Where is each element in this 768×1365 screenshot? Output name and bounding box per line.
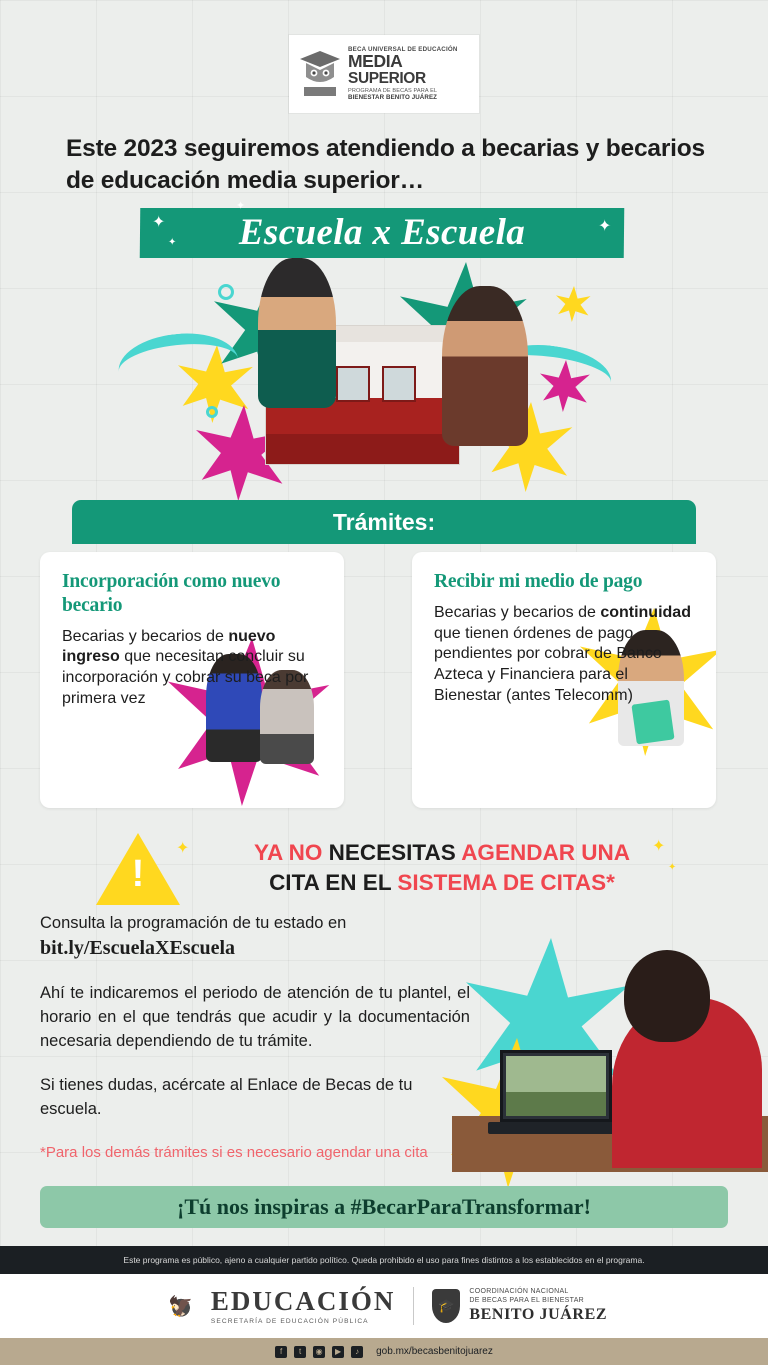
warning-line2-b: SISTEMA DE CITAS* <box>397 869 615 895</box>
instagram-icon[interactable]: ◉ <box>313 1346 325 1358</box>
sparkle-icon: ✦ <box>236 200 246 212</box>
twitter-icon[interactable]: t <box>294 1346 306 1358</box>
laptop-screen <box>500 1050 612 1122</box>
becas-benito-juarez-logo <box>432 1288 607 1325</box>
program-link[interactable]: bit.ly/EscuelaXEscuela <box>40 937 236 960</box>
card-body-post: que tienen órdenes de pago pendientes por cobrar de Banco Azteca y Financiera para el Bienestar (antes Telecomm) <box>434 624 662 704</box>
footer-divider <box>413 1287 414 1325</box>
graduation-cap-icon <box>297 48 343 100</box>
circle-decoration <box>206 406 218 418</box>
logo-line-5: BIENESTAR BENITO JUÁREZ <box>348 93 438 101</box>
bb-line-2: DE BECAS PARA EL BIENESTAR <box>469 1296 585 1304</box>
headline: Este 2023 seguiremos atendiendo a becarias y becarios de educación media superior… <box>66 135 705 194</box>
hero-collage <box>0 250 768 495</box>
card-body-post: que necesitan concluir su incorporación y cobrar su beca por primera vez <box>62 648 309 707</box>
facebook-icon[interactable]: f <box>275 1346 287 1358</box>
government-footer <box>0 1274 768 1338</box>
legal-footer <box>0 1246 768 1274</box>
student-photo-boy <box>258 258 336 408</box>
sparkle-icon: ✦ <box>152 214 166 231</box>
educacion-title: EDUCACIÓN <box>210 1285 396 1316</box>
card-body-bold: nuevo ingreso <box>62 627 276 666</box>
tramites-header <box>72 500 696 544</box>
bb-line-1: COORDINACIÓN NACIONAL <box>469 1287 569 1295</box>
consulta-line: Consulta la programación de tu estado en <box>40 914 347 932</box>
star-icon <box>556 286 592 322</box>
sparkle-icon: ✦ <box>176 840 190 857</box>
card-incorporacion <box>40 552 344 808</box>
laptop-scene-photo <box>452 930 768 1190</box>
card-body-pre: Becarias y becarios de <box>434 603 601 621</box>
sparkle-icon: ✦ <box>668 862 677 873</box>
student-photo-girl <box>442 286 528 446</box>
youtube-icon[interactable]: ▶ <box>332 1346 344 1358</box>
circle-decoration <box>218 284 234 300</box>
banner-title: Escuela x Escuela <box>238 211 526 253</box>
tiktok-icon[interactable]: ♪ <box>351 1346 363 1358</box>
sparkle-icon: ✦ <box>168 237 177 248</box>
warning-line1-b: NECESITAS <box>328 840 462 865</box>
social-bar <box>0 1338 768 1365</box>
warning-line1-c: AGENDAR UNA <box>461 840 630 865</box>
mexico-eagle-icon: 🦅 <box>161 1289 201 1323</box>
sparkle-icon: ✦ <box>598 218 612 235</box>
program-logo-badge <box>289 35 479 113</box>
logo-line-2: MEDIA <box>348 51 403 72</box>
warning-line1-a: YA NO <box>254 840 329 865</box>
warning-exclamation: ! <box>131 853 145 895</box>
tramites-header-label: Trámites: <box>332 508 436 535</box>
warning-line2-a: CITA EN EL <box>269 869 398 895</box>
social-url[interactable]: gob.mx/becasbenitojuarez <box>376 1346 493 1357</box>
card-medio-de-pago <box>412 552 716 808</box>
bb-title: BENITO JUÁREZ <box>469 1306 608 1324</box>
person-head <box>624 950 710 1042</box>
sep-logo <box>161 1285 396 1325</box>
warning-text <box>182 838 702 897</box>
card-title: Incorporación como nuevo becario <box>62 571 281 616</box>
logo-line-3: SUPERIOR <box>348 70 426 88</box>
hashtag-banner <box>40 1186 728 1228</box>
card-title: Recibir mi medio de pago <box>434 571 643 592</box>
legal-text: Este programa es público, ajeno a cualquier partido político. Queda prohibido el uso para fines distintos a los establecidos en el programa. <box>123 1255 645 1265</box>
card-body-pre: Becarias y becarios de <box>62 627 229 645</box>
card-body <box>412 594 716 707</box>
paragraph-1: Ahí te indicaremos el periodo de atención de tu plantel, el horario en el que tendrás que acudir y la documentación necesaria dependiendo de tu trámite. <box>40 984 470 1051</box>
footnote: *Para los demás trámites si es necesario agendar una cita <box>40 1144 428 1162</box>
sparkle-icon: ✦ <box>652 838 666 855</box>
logo-line-1: BECA UNIVERSAL DE EDUCACIÓN <box>348 46 458 54</box>
shield-icon: 🎓 <box>432 1289 460 1323</box>
body-copy <box>40 912 470 1163</box>
card-body-bold: continuidad <box>600 603 691 621</box>
laptop-base <box>488 1122 616 1134</box>
hashtag-label: ¡Tú nos inspiras a #BecarParaTransformar! <box>177 1194 591 1219</box>
card-body <box>40 618 344 710</box>
logo-line-4: PROGRAMA DE BECAS PARA EL <box>348 87 438 94</box>
educacion-subtitle: SECRETARÍA DE EDUCACIÓN PÚBLICA <box>210 1317 369 1325</box>
paragraph-2: Si tienes dudas, acércate al Enlace de Becas de tu escuela. <box>40 1076 413 1119</box>
